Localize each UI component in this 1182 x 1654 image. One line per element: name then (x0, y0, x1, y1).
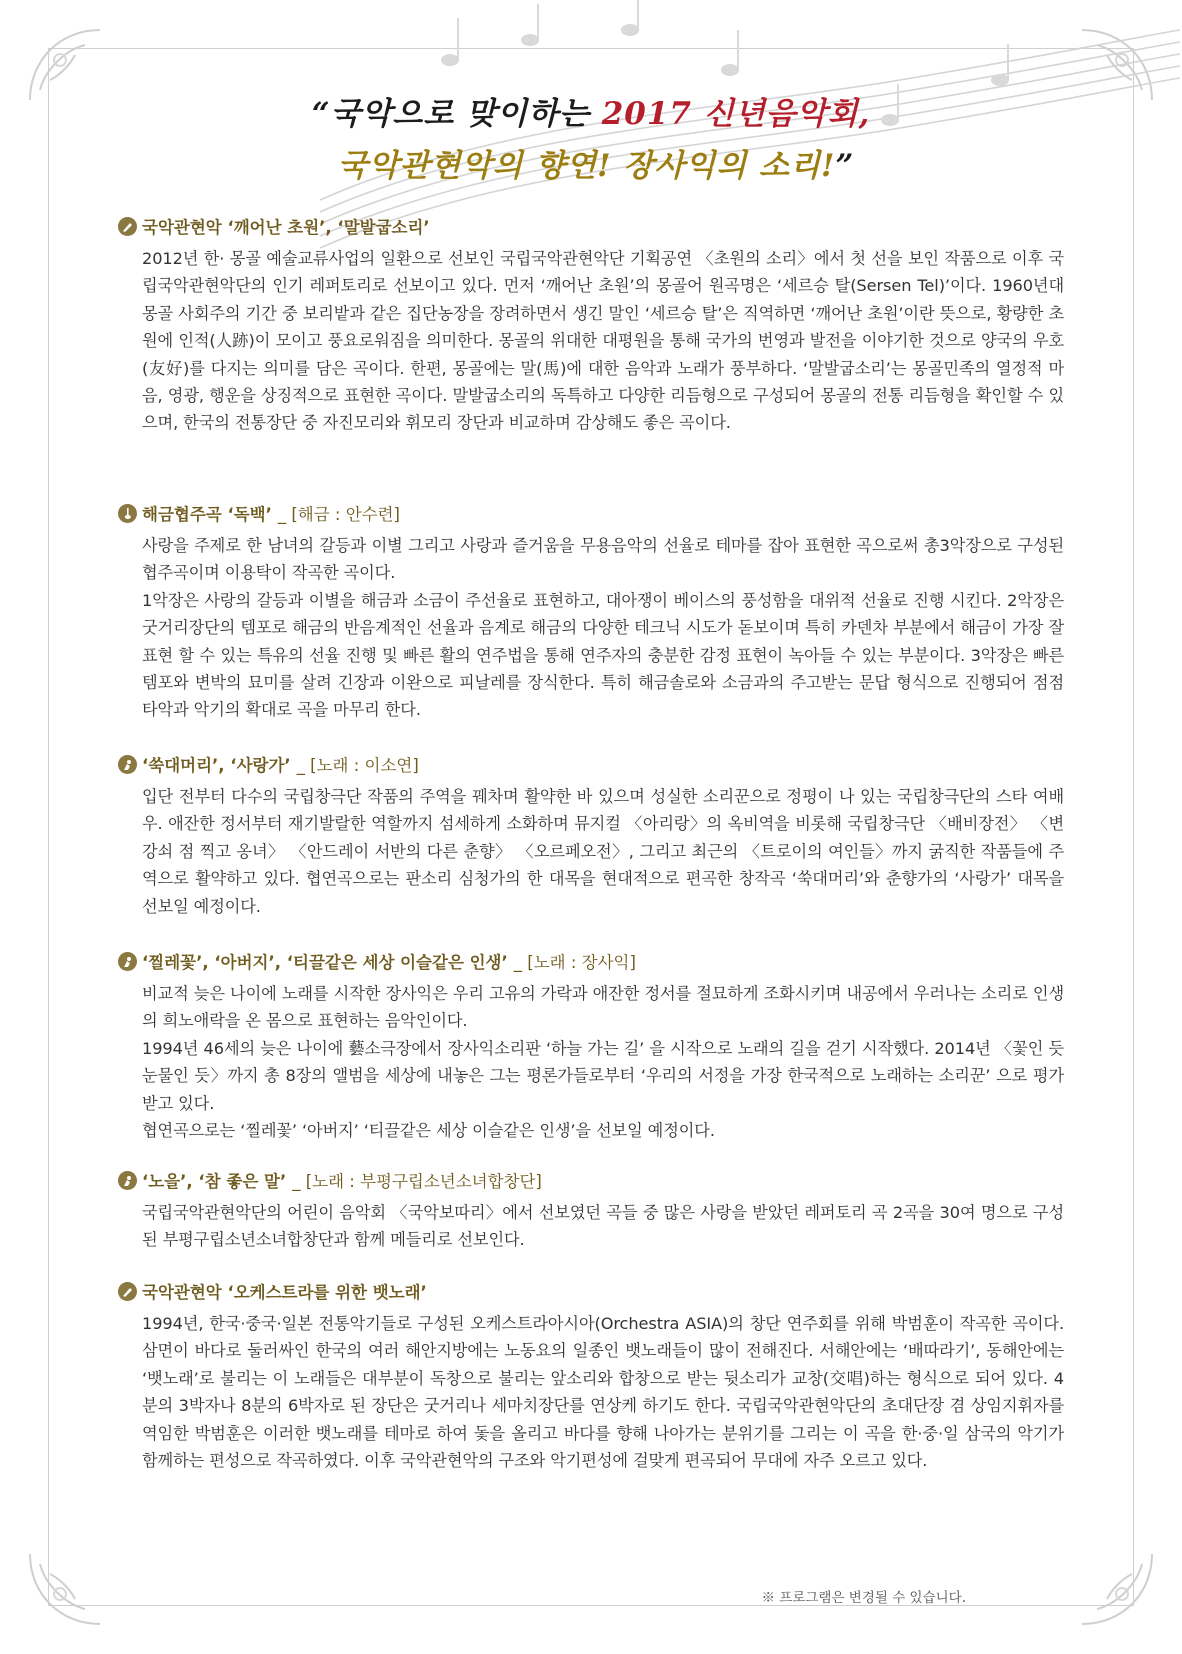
section-body (118, 532, 1064, 728)
section-performer: _ [노래 : 장사익] (513, 953, 636, 972)
section-title-text: ‘쑥대머리’, ‘사랑가’ (142, 756, 291, 775)
program-section (118, 500, 1064, 728)
section-title-text: 국악관현악 ‘깨어난 초원’, ‘말발굽소리’ (142, 218, 430, 237)
paragraph: 1994년, 한국·중국·일본 전통악기들로 구성된 오케스트라아시아(Orchestra ASIA)의 창단 연주회를 위해 박범훈이 작곡한 곡이다. 삼면이 바다로 둘러싸인 한국의 여러 해안지방에는 노동요의 일종인 뱃노래들이 많이 전해진다. 서해안에는 ‘배따라기’, 동해안에는 ‘뱃노래’로 불리는 이 노래들은 대부분이 독창으로 불리는 앞소리와 합창으로 받는 뒷소리가 교창(交唱)하는 형식으로 되어 있다. 4분의 3박자나 8분의 6박자로 된 장단은 굿거리나 세마치장단를 연상케 하기도 한다. 국립국악관현악단의 초대단장 겸 상임지휘자를 역임한 박범훈은 이러한 뱃노래를 테마로 하여 돛을 올리고 바다를 향해 나아가는 분위기를 그리는 이 곡을 한·중·일 삼국의 악기가 함께하는 편성으로 작곡하였다. 이후 국악관현악의 구조와 악기편성에 걸맞게 편곡되어 무대에 자주 오르고 있다. (142, 1314, 1064, 1471)
open-quote: “ (311, 96, 331, 132)
section-title-text: 해금협주곡 ‘독백’ (142, 505, 272, 524)
section-title (118, 1167, 1064, 1193)
section-title-text: ‘노을’, ‘참 좋은 말’ (142, 1172, 287, 1191)
section-performer: _ [노래 : 이소연] (296, 756, 419, 775)
ornament-corner-icon (1072, 1544, 1162, 1634)
section-performer: _ [노래 : 부평구립소년소녀합창단] (292, 1172, 542, 1191)
section-title (118, 948, 1064, 974)
section-body (118, 245, 1064, 468)
section-title (118, 213, 1064, 239)
haegeum-icon (118, 504, 137, 523)
ornament-corner-icon (20, 1544, 110, 1634)
page-headline (0, 88, 1182, 192)
singer-icon (118, 1171, 137, 1190)
singer-icon (118, 755, 137, 774)
program-notes (118, 213, 1064, 1474)
headline-line-2 (0, 140, 1182, 192)
section-body (118, 783, 1064, 920)
paragraph: 협연곡으로는 ‘찔레꽃’ ‘아버지’ ‘티끌같은 세상 이슬같은 인생’을 선보일 예정이다. (142, 1121, 715, 1141)
paragraph: 1악장은 사랑의 갈등과 이별을 해금과 소금이 주선율로 표현하고, 대아쟁이 베이스의 풍성함을 대위적 선율로 진행 시킨다. 2악장은 굿거리장단의 템포로 해금의 반음계적인 선율과 음계로 해금의 다양한 테크닉 시도가 돋보이며 특히 카덴차 부분에서 해금이 가장 잘 표현 할 수 있는 특유의 선율 진행 및 빠른 활의 연주법을 통해 연주자의 충분한 감정 표현이 녹아들 수 있는 부분이다. 3악장은 빠른 템포와 변박의 묘미를 살려 긴장과 이완으로 피날레를 장식한다. 특히 해금솔로와 소금과의 주고받는 문답 형식으로 진행되어 점점 타악과 악기의 확대로 곡을 마무리 한다. (142, 590, 1064, 720)
program-section (118, 1167, 1064, 1254)
paragraph: 비교적 늦은 나이에 노래를 시작한 장사익은 우리 고유의 가락과 애잔한 정서를 절묘하게 조화시키며 내공에서 우러나는 소리로 인생의 희노애락을 온 몸으로 표현하는 음악인이다. (142, 984, 1064, 1031)
paragraph: 1994년 46세의 늦은 나이에 藝소극장에서 장사익소리판 ‘하늘 가는 길’ 을 시작으로 노래의 길을 걷기 시작했다. 2014년 〈꽃인 듯 눈물인 듯〉까지 총 8장의 앨범을 세상에 내놓은 그는 평론가들로부터 ‘우리의 서정을 가장 한국적으로 노래하는 소리꾼’ 으로 평가받고 있다. (142, 1038, 1064, 1113)
headline-part-1-highlight: 2017 신년음악회, (601, 96, 871, 132)
headline-line-1 (0, 88, 1182, 140)
section-title (118, 751, 1064, 777)
close-quote: ” (835, 148, 855, 184)
section-body (118, 1199, 1064, 1254)
program-section (118, 213, 1064, 468)
footnote: ※ 프로그램은 변경될 수 있습니다. (761, 1590, 966, 1606)
headline-part-1: 국악으로 맞이하는 (330, 96, 602, 132)
singer-icon (118, 952, 137, 971)
section-body (118, 980, 1064, 1145)
section-body (118, 1310, 1064, 1474)
program-section (118, 751, 1064, 920)
section-title (118, 1278, 1064, 1304)
headline-part-2: 국악관현악의 향연! 장사익의 소리! (337, 148, 836, 184)
program-section (118, 948, 1064, 1145)
program-section (118, 1278, 1064, 1474)
paragraph: 입단 전부터 다수의 국립창극단 작품의 주역을 꿰차며 활약한 바 있으며 성실한 소리꾼으로 정평이 나 있는 국립창극단의 스타 여배우. 애잔한 정서부터 재기발랄한 역할까지 섬세하게 소화하며 뮤지컬 〈아리랑〉의 옥비역을 비롯해 국립창극단 〈배비장전〉 〈변강쇠 점 찍고 옹녀〉 〈안드레이 서반의 다른 춘향〉 〈오르페오전〉, 그리고 최근의 〈트로이의 여인들〉까지 굵직한 작품들에 주역으로 활약하고 있다. 협연곡으로는 판소리 심청가의 한 대목을 현대적으로 편곡한 창작곡 ‘쑥대머리’와 춘향가의 ‘사랑가’ 대목을 선보일 예정이다. (142, 787, 1064, 916)
brush-icon (118, 217, 137, 236)
section-title-text: 국악관현악 ‘오케스트라를 위한 뱃노래’ (142, 1283, 427, 1302)
section-title (118, 500, 1064, 526)
paragraph: 국립국악관현악단의 어린이 음악회 〈국악보따리〉에서 선보였던 곡들 중 많은 사랑을 받았던 레퍼토리 곡 2곡을 30여 명으로 구성된 부평구립소년소녀합창단과 함께 메들리로 선보인다. (142, 1203, 1064, 1250)
section-performer: _ [해금 : 안수련] (277, 505, 400, 524)
paragraph: 사랑을 주제로 한 남녀의 갈등과 이별 그리고 사랑과 즐거움을 무용음악의 선율로 테마를 잡아 표현한 곡으로써 총3악장으로 구성된 협주곡이며 이용탁이 작곡한 곡이다. (142, 536, 1064, 583)
section-title-text: ‘찔레꽃’, ‘아버지’, ‘티끌같은 세상 이슬같은 인생’ (142, 953, 508, 972)
brush-icon (118, 1282, 137, 1301)
paragraph: 2012년 한· 몽골 예술교류사업의 일환으로 선보인 국립국악관현악단 기획공연 〈초원의 소리〉에서 첫 선을 보인 작품으로 이후 국립국악관현악단의 인기 레퍼토리로 선보이고 있다. 먼저 ‘깨어난 초원’의 몽골어 원곡명은 ‘세르승 탈(Sersen Tel)’이다. 1960년대 몽골 사회주의 기간 중 보리밭과 같은 집단농장을 장려하면서 생긴 말인 ‘세르승 탈’은 직역하면 ‘깨어난 초원’이란 뜻으로, 황량한 초원에 인적(人跡)이 모이고 풍요로워짐을 의미한다. 몽골의 위대한 대평원을 통해 국가의 번영과 발전을 이야기한 것으로 양국의 우호(友好)를 다지는 의미를 담은 곡이다. 한편, 몽골에는 말(馬)에 대한 음악과 노래가 풍부하다. ‘말발굽소리’는 몽골민족의 열정적 마음, 영광, 행운을 상징적으로 표현한 곡이다. 말발굽소리의 독특하고 다양한 리듬형으로 구성되어 몽골의 전통 리듬형을 확인할 수 있으며, 한국의 전통장단 중 자진모리와 휘모리 장단과 비교하며 감상해도 좋은 곡이다. (142, 249, 1064, 433)
